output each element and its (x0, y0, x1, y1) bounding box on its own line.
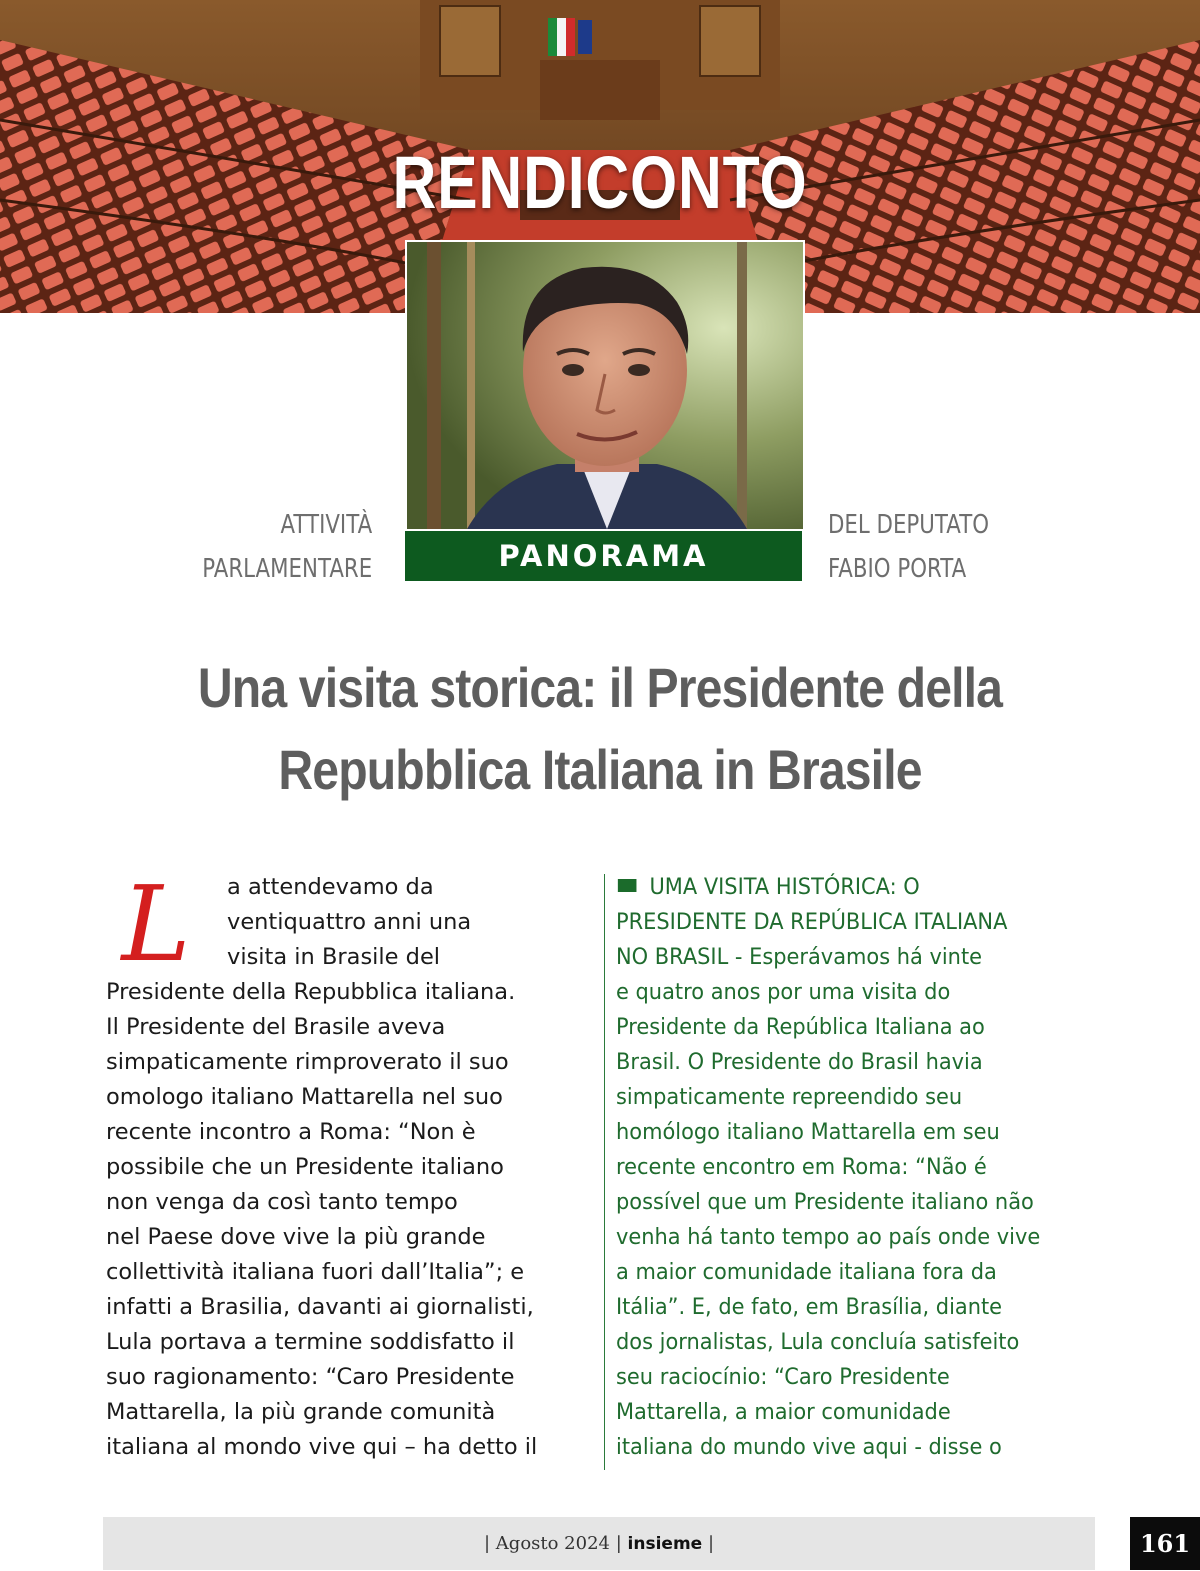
portuguese-line: e quatro anos por uma visita do (616, 979, 951, 1005)
portuguese-line: dos jornalistas, Lula concluía satisfeito (616, 1329, 1020, 1355)
column-divider (604, 874, 605, 1470)
author-portrait (405, 240, 805, 531)
portrait-photo (407, 242, 803, 529)
italian-line: ventiquattro anni una (227, 909, 472, 935)
portuguese-line: Brasil. O Presidente do Brasil havia (616, 1049, 983, 1075)
italian-line: Il Presidente del Brasile aveva (106, 1014, 446, 1040)
portuguese-line: Presidente da República Italiana ao (616, 1014, 985, 1040)
page-number: 161 (1130, 1517, 1200, 1570)
footer-separator: | (707, 1533, 715, 1554)
italian-line: non venga da così tanto tempo (106, 1189, 458, 1215)
italian-line: possibile che un Presidente italiano (106, 1154, 504, 1180)
portuguese-line: seu raciocínio: “Caro Presidente (616, 1364, 950, 1390)
footer-separator: | (615, 1533, 622, 1554)
footer-separator: | (483, 1533, 491, 1554)
right-caption (828, 503, 989, 591)
italian-line: visita in Brasile del (227, 944, 441, 970)
italian-line: Mattarella, la più grande comunità (106, 1399, 496, 1425)
footer-brand: insieme (627, 1534, 703, 1554)
left-caption-line-1: ATTIVITÀ (280, 510, 372, 540)
italian-column (106, 863, 586, 1465)
section-title: RENDICONTO (392, 141, 808, 224)
italian-line: simpaticamente rimproverato il suo (106, 1049, 509, 1075)
italian-line: nel Paese dove vive la più grande (106, 1224, 486, 1250)
portuguese-line: homólogo italiano Mattarella em seu (616, 1119, 1000, 1145)
italian-line: collettività italiana fuori dall’Italia”; e (106, 1259, 525, 1285)
portuguese-line: possível que um Presidente italiano não (616, 1189, 1034, 1215)
right-caption-line-2: FABIO PORTA (828, 554, 967, 584)
flag-icon (548, 18, 592, 56)
portuguese-line: Itália”. E, de fato, em Brasília, diante (616, 1294, 1003, 1320)
headline-line-2: Repubblica Italiana in Brasile (278, 738, 922, 801)
portuguese-line: simpaticamente repreendido seu (616, 1084, 963, 1110)
portuguese-line: venha há tanto tempo ao país onde vive (616, 1224, 1041, 1250)
portuguese-heading-text: UMA VISITA HISTÓRICA: O (649, 874, 920, 900)
italian-line: omologo italiano Mattarella nel suo (106, 1084, 503, 1110)
footer-date: Agosto 2024 (495, 1533, 610, 1554)
footer-bar (103, 1517, 1095, 1570)
left-caption (202, 503, 372, 591)
panorama-badge: PANORAMA (405, 531, 802, 581)
square-bullet-icon (618, 879, 637, 892)
portuguese-column (616, 870, 1106, 1465)
portuguese-line: NO BRASIL - Esperávamos há vinte (616, 944, 983, 970)
portuguese-line (616, 870, 1072, 905)
portuguese-line: recente encontro em Roma: “Não é (616, 1154, 987, 1180)
italian-line: Lula portava a termine soddisfatto il (106, 1329, 515, 1355)
italian-line: suo ragionamento: “Caro Presidente (106, 1364, 515, 1390)
italian-line: a attendevamo da (227, 874, 434, 900)
portuguese-line: Mattarella, a maior comunidade (616, 1399, 951, 1425)
italian-line: infatti a Brasilia, davanti ai giornalisti, (106, 1294, 534, 1320)
portuguese-line: PRESIDENTE DA REPÚBLICA ITALIANA (616, 909, 1008, 935)
article-headline (60, 647, 1140, 811)
drop-cap: L (121, 863, 191, 985)
italian-line: recente incontro a Roma: “Non è (106, 1119, 476, 1145)
headline-line-1: Una visita storica: il Presidente della (197, 656, 1003, 719)
portuguese-line: italiana do mundo vive aqui - disse o (616, 1434, 1002, 1460)
portuguese-line: a maior comunidade italiana fora da (616, 1259, 997, 1285)
left-caption-line-2: PARLAMENTARE (202, 554, 372, 584)
right-caption-line-1: DEL DEPUTATO (828, 510, 990, 540)
italian-line: italiana al mondo vive qui – ha detto il (106, 1434, 538, 1460)
italian-line: Presidente della Repubblica italiana. (106, 979, 516, 1005)
